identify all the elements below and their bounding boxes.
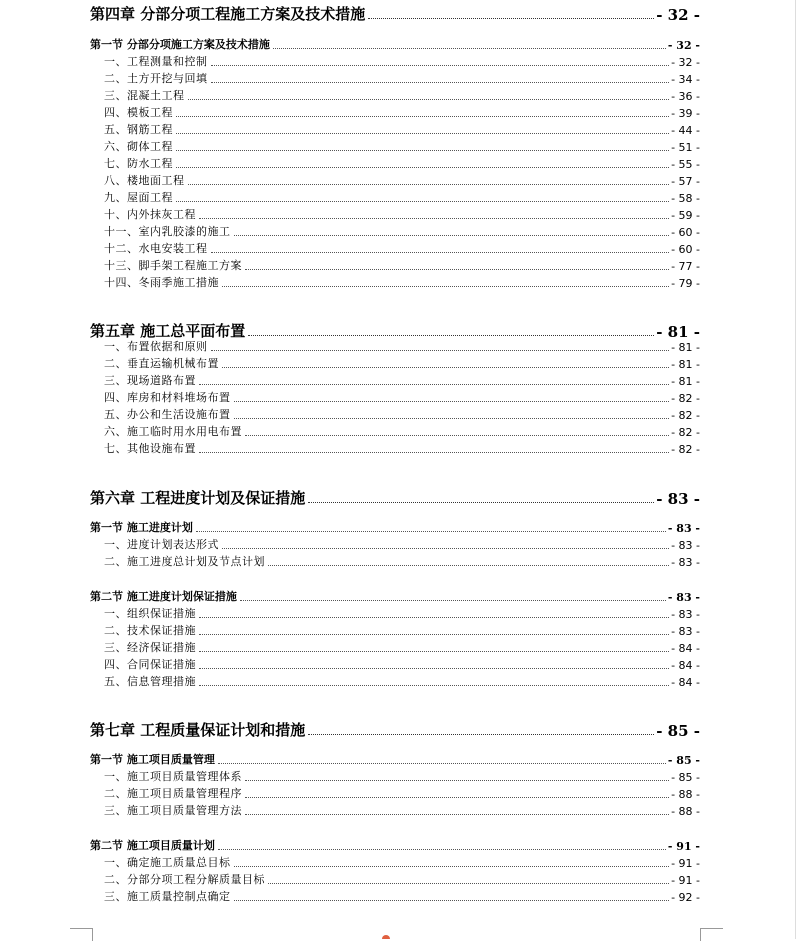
toc-item-title: 七、防水工程 [104, 157, 173, 170]
toc-page-number: - 57 - [671, 175, 700, 188]
toc-page-number: - 36 - [671, 90, 700, 103]
toc-section[interactable] [90, 751, 700, 767]
toc-item[interactable] [104, 605, 700, 621]
toc-item[interactable] [104, 223, 700, 239]
toc-page-number: - 82 - [671, 426, 700, 439]
dot-leader [234, 401, 670, 402]
toc-item[interactable] [104, 639, 700, 655]
toc-page-number: - 34 - [671, 73, 700, 86]
toc-page-number: - 81 - [671, 375, 700, 388]
toc-page-number: - 82 - [671, 392, 700, 405]
toc-item[interactable] [104, 406, 700, 422]
dot-leader [211, 350, 670, 351]
dot-leader [234, 900, 670, 901]
toc-item[interactable] [104, 553, 700, 569]
dot-leader [234, 866, 670, 867]
toc-page-number: - 83 - [667, 522, 700, 535]
toc-chapter[interactable] [90, 716, 700, 740]
toc-section[interactable] [90, 837, 700, 853]
dot-leader [188, 99, 670, 100]
toc-page-number: - 60 - [671, 243, 700, 256]
toc-item[interactable] [104, 656, 700, 672]
toc-page-number: - 84 - [671, 659, 700, 672]
toc-item-title: 二、垂直运输机械布置 [104, 357, 219, 370]
toc-item[interactable] [104, 355, 700, 371]
toc-item-title: 九、屋面工程 [104, 191, 173, 204]
dot-leader [245, 797, 669, 798]
dot-leader [234, 418, 670, 419]
dot-leader [245, 269, 669, 270]
toc-section[interactable] [90, 588, 700, 604]
dot-leader [176, 201, 669, 202]
toc-page-number: - 32 - [656, 6, 700, 24]
toc-item[interactable] [104, 70, 700, 86]
toc-item[interactable] [104, 87, 700, 103]
toc-page-number: - 85 - [656, 722, 700, 740]
toc-page-number: - 59 - [671, 209, 700, 222]
toc-item[interactable] [104, 240, 700, 256]
dot-leader [188, 184, 670, 185]
toc-page-number: - 84 - [671, 642, 700, 655]
toc-page-number: - 79 - [671, 277, 700, 290]
toc-item[interactable] [104, 189, 700, 205]
toc-item-title: 一、确定施工质量总目标 [104, 856, 231, 869]
toc-page-number: - 92 - [671, 891, 700, 904]
toc-page-number: - 81 - [656, 323, 700, 341]
toc-item[interactable] [104, 172, 700, 188]
toc-item[interactable] [104, 888, 700, 904]
dot-leader [199, 685, 669, 686]
toc-item-title: 五、钢筋工程 [104, 123, 173, 136]
toc-page-number: - 84 - [671, 676, 700, 689]
toc-item-title: 三、施工质量控制点确定 [104, 890, 231, 903]
dot-leader [308, 734, 654, 735]
toc-item[interactable] [104, 440, 700, 456]
margin-corner-mark-left [70, 928, 93, 941]
toc-page-number: - 81 - [671, 358, 700, 371]
dot-leader [199, 617, 669, 618]
dot-leader [199, 384, 669, 385]
dot-leader [176, 116, 669, 117]
toc-page-number: - 83 - [671, 625, 700, 638]
toc-item-title: 三、经济保证措施 [104, 641, 196, 654]
toc-item[interactable] [104, 673, 700, 689]
toc-page-number: - 82 - [671, 443, 700, 456]
toc-page-number: - 83 - [667, 591, 700, 604]
dot-leader [234, 235, 670, 236]
toc-chapter[interactable] [90, 0, 700, 24]
toc-section-title: 第一节 施工进度计划 [90, 521, 193, 534]
dot-leader [211, 65, 670, 66]
toc-item-title: 十四、冬雨季施工措施 [104, 276, 219, 289]
toc-item[interactable] [104, 768, 700, 784]
toc-page-number: - 83 - [671, 608, 700, 621]
toc-item[interactable] [104, 622, 700, 638]
toc-item-title: 二、技术保证措施 [104, 624, 196, 637]
toc-page-number: - 85 - [667, 754, 700, 767]
dot-leader [222, 286, 669, 287]
toc-item-title: 二、分部分项工程分解质量目标 [104, 873, 265, 886]
toc-item[interactable] [104, 854, 700, 870]
toc-item-title: 四、合同保证措施 [104, 658, 196, 671]
toc-page-number: - 77 - [671, 260, 700, 273]
dot-leader [245, 435, 669, 436]
toc-page-number: - 88 - [671, 805, 700, 818]
toc-page-number: - 83 - [656, 490, 700, 508]
toc-page-number: - 32 - [667, 39, 700, 52]
toc-item[interactable] [104, 536, 700, 552]
toc-page-number: - 60 - [671, 226, 700, 239]
toc-chapter-title: 第七章 工程质量保证计划和措施 [90, 721, 306, 739]
dot-leader [368, 18, 654, 19]
dot-leader [199, 668, 669, 669]
dot-leader [176, 150, 669, 151]
toc-item-title: 一、布置依据和原则 [104, 340, 208, 353]
toc-item-title: 三、现场道路布置 [104, 374, 196, 387]
dot-leader [218, 763, 666, 764]
toc-item[interactable] [104, 372, 700, 388]
toc-item-title: 三、混凝土工程 [104, 89, 185, 102]
toc-chapter[interactable] [90, 484, 700, 508]
toc-item[interactable] [104, 802, 700, 818]
dot-leader [199, 651, 669, 652]
dot-leader [245, 780, 669, 781]
toc-item-title: 十、内外抹灰工程 [104, 208, 196, 221]
toc-item-title: 二、施工项目质量管理程序 [104, 787, 242, 800]
toc-page-number: - 91 - [667, 840, 700, 853]
dot-leader [222, 367, 669, 368]
toc-page-number: - 39 - [671, 107, 700, 120]
dot-leader [273, 48, 666, 49]
toc-item-title: 一、施工项目质量管理体系 [104, 770, 242, 783]
dot-leader [196, 531, 666, 532]
toc-section[interactable] [90, 36, 700, 52]
toc-page-number: - 91 - [671, 857, 700, 870]
toc-item[interactable] [104, 389, 700, 405]
toc-item-title: 十一、室内乳胶漆的施工 [104, 225, 231, 238]
dot-leader [245, 814, 669, 815]
toc-item[interactable] [104, 338, 700, 354]
toc-item[interactable] [104, 257, 700, 273]
toc-item-title: 二、土方开挖与回填 [104, 72, 208, 85]
toc-section-title: 第二节 施工进度计划保证措施 [90, 590, 237, 603]
toc-chapter-title: 第六章 工程进度计划及保证措施 [90, 489, 306, 507]
toc-item[interactable] [104, 423, 700, 439]
dot-leader [268, 565, 669, 566]
dot-leader [240, 600, 666, 601]
toc-item[interactable] [104, 53, 700, 69]
toc-section-title: 第一节 施工项目质量管理 [90, 753, 215, 766]
toc-item[interactable] [104, 104, 700, 120]
toc-section[interactable] [90, 519, 700, 535]
toc-item-title: 一、进度计划表达形式 [104, 538, 219, 551]
toc-item-title: 三、施工项目质量管理方法 [104, 804, 242, 817]
toc-item-title: 八、楼地面工程 [104, 174, 185, 187]
dot-leader [199, 218, 669, 219]
dot-leader [222, 548, 669, 549]
dot-leader [199, 634, 669, 635]
dot-leader [248, 335, 654, 336]
toc-item[interactable] [104, 785, 700, 801]
dot-leader [176, 133, 669, 134]
toc-item-title: 五、办公和生活设施布置 [104, 408, 231, 421]
dot-leader [211, 252, 670, 253]
toc-item-title: 七、其他设施布置 [104, 442, 196, 455]
toc-item-title: 四、库房和材料堆场布置 [104, 391, 231, 404]
toc-item-title: 一、工程测量和控制 [104, 55, 208, 68]
toc-item[interactable] [104, 206, 700, 222]
toc-chapter-title: 第五章 施工总平面布置 [90, 322, 246, 340]
toc-item-title: 四、模板工程 [104, 106, 173, 119]
dot-leader [176, 167, 669, 168]
toc-item-title: 一、组织保证措施 [104, 607, 196, 620]
toc-item-title: 二、施工进度总计划及节点计划 [104, 555, 265, 568]
toc-item-title: 六、砌体工程 [104, 140, 173, 153]
toc-page-number: - 82 - [671, 409, 700, 422]
margin-corner-mark-right [700, 928, 723, 941]
red-mark [382, 935, 390, 939]
dot-leader [199, 452, 669, 453]
toc-item[interactable] [104, 274, 700, 290]
toc-section-title: 第二节 施工项目质量计划 [90, 839, 215, 852]
toc-page-number: - 51 - [671, 141, 700, 154]
toc-item[interactable] [104, 155, 700, 171]
toc-item[interactable] [104, 121, 700, 137]
toc-item-title: 六、施工临时用水用电布置 [104, 425, 242, 438]
toc-page-number: - 44 - [671, 124, 700, 137]
toc-page-number: - 55 - [671, 158, 700, 171]
toc-page-number: - 81 - [671, 341, 700, 354]
toc-chapter-title: 第四章 分部分项工程施工方案及技术措施 [90, 5, 366, 23]
toc-page-number: - 83 - [671, 556, 700, 569]
toc-page-number: - 85 - [671, 771, 700, 784]
toc-page-number: - 58 - [671, 192, 700, 205]
dot-leader [308, 502, 654, 503]
toc-item[interactable] [104, 138, 700, 154]
toc-section-title: 第一节 分部分项施工方案及技术措施 [90, 38, 270, 51]
toc-item-title: 十三、脚手架工程施工方案 [104, 259, 242, 272]
dot-leader [218, 849, 666, 850]
toc-item-title: 十二、水电安装工程 [104, 242, 208, 255]
toc-page-number: - 91 - [671, 874, 700, 887]
toc-page-number: - 88 - [671, 788, 700, 801]
dot-leader [268, 883, 669, 884]
toc-page-number: - 83 - [671, 539, 700, 552]
toc-page-number: - 32 - [671, 56, 700, 69]
toc-item-title: 五、信息管理措施 [104, 675, 196, 688]
dot-leader [211, 82, 670, 83]
toc-item[interactable] [104, 871, 700, 887]
